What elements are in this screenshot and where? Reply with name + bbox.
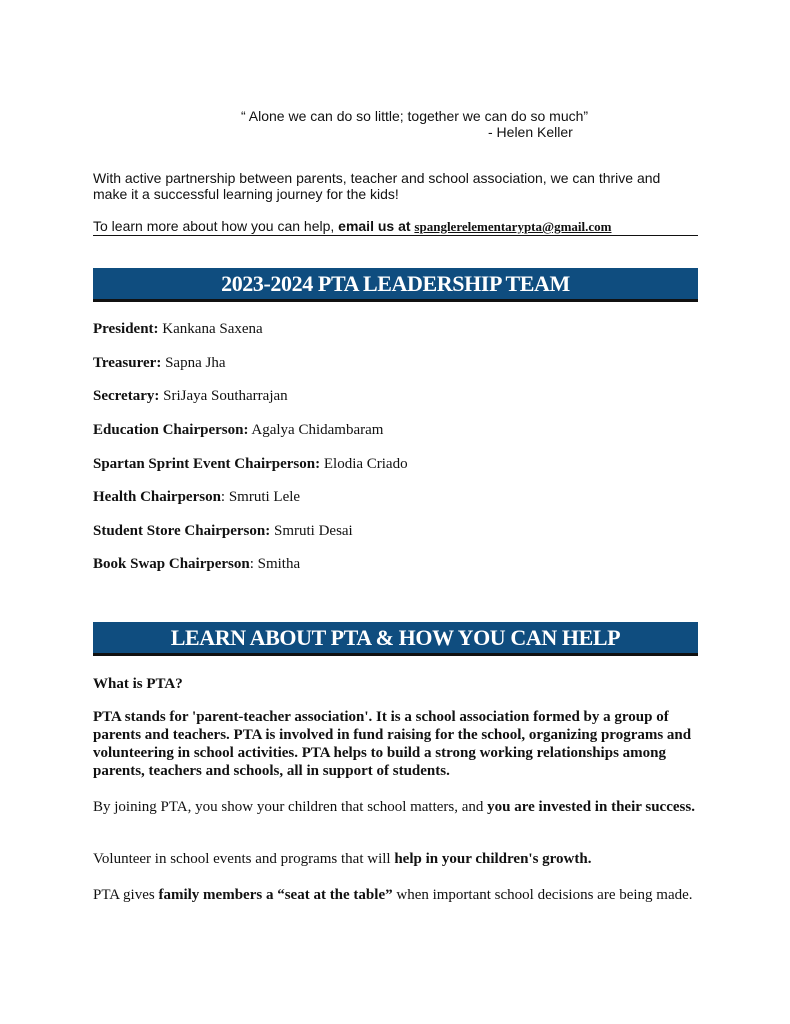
member-education-chair (93, 421, 698, 439)
intro-paragraph: With active partnership between parents, teacher and school association, we can thrive and make it a successful learning journey for the kids! (93, 170, 661, 202)
member-name: Elodia Criado (323, 456, 408, 472)
member-name: Smitha (257, 556, 301, 572)
member-sep: : (249, 556, 258, 572)
member-student-store-chair (93, 522, 698, 540)
member-name: Sapna Jha (165, 355, 226, 371)
member-role: Education Chairperson: (93, 422, 249, 438)
what-is-pta-heading (93, 675, 698, 693)
joining-paragraph (93, 798, 698, 816)
member-role: Student Store Chairperson: (93, 523, 271, 539)
seat-bold: family members a “seat at the table” (158, 887, 393, 903)
joining-bold: you are invested in their success. (487, 799, 695, 815)
quote-author: - Helen Keller (488, 124, 573, 140)
contact-bold: email us at (338, 218, 415, 234)
member-role: Book Swap Chairperson (93, 556, 250, 572)
member-name: Agalya Chidambaram (251, 422, 384, 438)
seat-suffix: when important school decisions are being made. (392, 887, 693, 903)
joining-prefix: By joining PTA, you show your children that school matters, and (93, 799, 488, 815)
member-health-chair (93, 488, 698, 506)
volunteer-prefix: Volunteer in school events and programs that will (93, 851, 395, 867)
member-role: Treasurer: (93, 355, 162, 371)
pta-definition-text: PTA stands for 'parent-teacher association'. It is a school association formed by a group of parents and teachers. PTA is involved in fund raising for the school, organizing programs and volunteering in school activities. PTA helps to build a strong working relationships among parents, teachers and schools, all in support of students. (93, 709, 692, 779)
leadership-heading: 2023-2024 PTA LEADERSHIP TEAM (93, 268, 698, 302)
volunteer-bold: help in your children's growth. (394, 851, 592, 867)
member-name: SriJaya Southarrajan (163, 388, 288, 404)
contact-line (93, 218, 698, 236)
member-book-swap-chair (93, 555, 698, 573)
member-role: Secretary: (93, 388, 160, 404)
seat-prefix: PTA gives (93, 887, 159, 903)
member-role: Spartan Sprint Event Chairperson: (93, 456, 321, 472)
volunteer-paragraph (93, 850, 698, 868)
member-name: Smruti Desai (273, 523, 353, 539)
member-treasurer (93, 354, 698, 372)
member-sep: : (220, 489, 229, 505)
quote-text: “ Alone we can do so little; together we can do so much” (241, 108, 589, 124)
email-link[interactable]: spanglerelementarypta@gmail.com (414, 219, 612, 234)
seat-paragraph (93, 886, 698, 904)
member-name: Smruti Lele (228, 489, 301, 505)
learn-heading: LEARN ABOUT PTA & HOW YOU CAN HELP (93, 622, 698, 656)
member-secretary (93, 387, 698, 405)
member-spartan-sprint-chair (93, 455, 698, 473)
pta-definition (93, 708, 698, 780)
member-president (93, 320, 698, 338)
contact-prefix: To learn more about how you can help, (93, 218, 339, 234)
member-role: Health Chairperson (93, 489, 221, 505)
member-role: President: (93, 321, 159, 337)
what-is-pta-text: What is PTA? (93, 676, 183, 692)
member-name: Kankana Saxena (162, 321, 263, 337)
